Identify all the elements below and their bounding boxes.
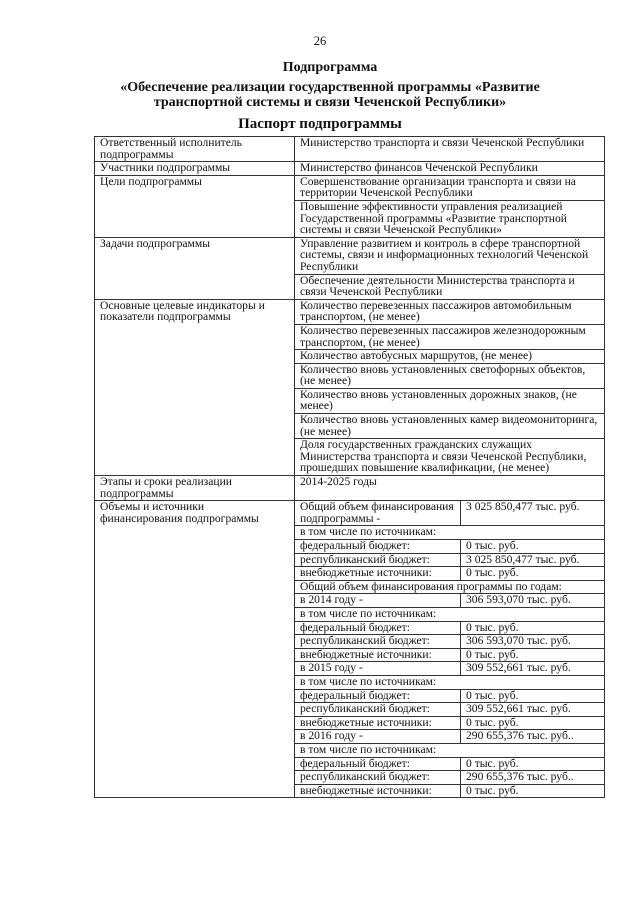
source-label: федеральный бюджет: <box>295 757 461 771</box>
table-row <box>95 237 605 274</box>
row-value-responsible: Министерство транспорта и связи Чеченской Республики <box>295 137 605 162</box>
row-label-participants: Участники подпрограммы <box>95 162 295 176</box>
source-value: 0 тыс. руб. <box>461 784 605 798</box>
indicator-item: Доля государственных гражданских служащих Министерства транспорта и связи Чеченской Республики, прошедших повышение квалификации, (не менее) <box>295 439 605 476</box>
year-value: 309 552,661 тыс. руб. <box>461 662 605 676</box>
source-label: внебюджетные источники: <box>295 716 461 730</box>
indicator-item: Количество вновь установленных светофорных объектов, (не менее) <box>295 363 605 388</box>
source-value: 306 593,070 тыс. руб. <box>461 635 605 649</box>
indicator-item: Количество перевезенных пассажиров железнодорожным транспортом, (не менее) <box>295 324 605 349</box>
source-value: 0 тыс. руб. <box>461 648 605 662</box>
source-value: 290 655,376 тыс. руб.. <box>461 771 605 785</box>
source-label: внебюджетные источники: <box>295 784 461 798</box>
source-label: республиканский бюджет: <box>295 635 461 649</box>
funding-total-label: Общий объем финансирования подпрограммы - <box>295 501 461 526</box>
row-label-indicators: Основные целевые индикаторы и показатели подпрограммы <box>95 299 295 475</box>
source-label: федеральный бюджет: <box>295 540 461 554</box>
source-value: 3 025 850,477 тыс. руб. <box>461 553 605 567</box>
year-by-sources-label: в том числе по источникам: <box>295 607 605 621</box>
indicator-item: Количество вновь установленных камер видеомониторинга, (не менее) <box>295 414 605 439</box>
source-value: 0 тыс. руб. <box>461 757 605 771</box>
passport-table <box>94 136 605 798</box>
header-title: Подпрограмма <box>282 60 378 75</box>
row-value-stages: 2014-2025 годы <box>295 476 605 501</box>
document-header <box>60 60 600 110</box>
table-row <box>95 501 605 526</box>
passport-title: Паспорт подпрограммы <box>238 116 402 132</box>
indicator-item: Количество вновь установленных дорожных знаков, (не менее) <box>295 388 605 413</box>
row-value-participants: Министерство финансов Чеченской Республики <box>295 162 605 176</box>
task-item: Управление развитием и контроль в сфере транспортной системы, связи и информационных технологий Чеченской Республики <box>295 237 605 274</box>
header-subtitle-line2: транспортной системы и связи Чеченской Республики» <box>153 95 507 110</box>
year-label: в 2016 году - <box>295 730 461 744</box>
funding-by-years-label: Общий объем финансирования программы по годам: <box>295 580 605 594</box>
source-label: внебюджетные источники: <box>295 648 461 662</box>
indicator-item: Количество перевезенных пассажиров автомобильным транспортом, (не менее) <box>295 299 605 324</box>
indicator-item: Количество автобусных маршрутов, (не менее) <box>295 350 605 364</box>
page-number: 26 <box>313 34 327 48</box>
source-label: республиканский бюджет: <box>295 553 461 567</box>
table-row <box>95 175 605 200</box>
header-subtitle-line1: «Обеспечение реализации государственной программы «Развитие <box>120 80 540 95</box>
source-value: 309 552,661 тыс. руб. <box>461 703 605 717</box>
funding-by-sources-label: в том числе по источникам: <box>295 526 605 540</box>
table-row <box>95 162 605 176</box>
source-label: республиканский бюджет: <box>295 771 461 785</box>
goal-item: Совершенствование организации транспорта и связи на территории Чеченской Республики <box>295 175 605 200</box>
table-row <box>95 137 605 162</box>
source-value: 0 тыс. руб. <box>461 716 605 730</box>
source-label: федеральный бюджет: <box>295 689 461 703</box>
table-row <box>95 476 605 501</box>
source-label: внебюджетные источники: <box>295 567 461 581</box>
task-item: Обеспечение деятельности Министерства транспорта и связи Чеченской Республики <box>295 274 605 299</box>
source-label: республиканский бюджет: <box>295 703 461 717</box>
row-label-funding: Объемы и источники финансирования подпрограммы <box>95 501 295 798</box>
source-value: 0 тыс. руб. <box>461 567 605 581</box>
year-by-sources-label: в том числе по источникам: <box>295 743 605 757</box>
year-label: в 2014 году - <box>295 594 461 608</box>
source-value: 0 тыс. руб. <box>461 689 605 703</box>
row-label-goals: Цели подпрограммы <box>95 175 295 237</box>
source-label: федеральный бюджет: <box>295 621 461 635</box>
source-value: 0 тыс. руб. <box>461 621 605 635</box>
year-value: 290 655,376 тыс. руб.. <box>461 730 605 744</box>
year-label: в 2015 году - <box>295 662 461 676</box>
year-by-sources-label: в том числе по источникам: <box>295 675 605 689</box>
funding-total-value: 3 025 850,477 тыс. руб. <box>461 501 605 526</box>
goal-item: Повышение эффективности управления реализацией Государственной программы «Развитие транспортной системы и связи Чеченской Республики» <box>295 200 605 237</box>
year-value: 306 593,070 тыс. руб. <box>461 594 605 608</box>
table-row <box>95 299 605 324</box>
row-label-stages: Этапы и сроки реализации подпрограммы <box>95 476 295 501</box>
source-value: 0 тыс. руб. <box>461 540 605 554</box>
row-label-responsible: Ответственный исполнитель подпрограммы <box>95 137 295 162</box>
row-label-tasks: Задачи подпрограммы <box>95 237 295 299</box>
